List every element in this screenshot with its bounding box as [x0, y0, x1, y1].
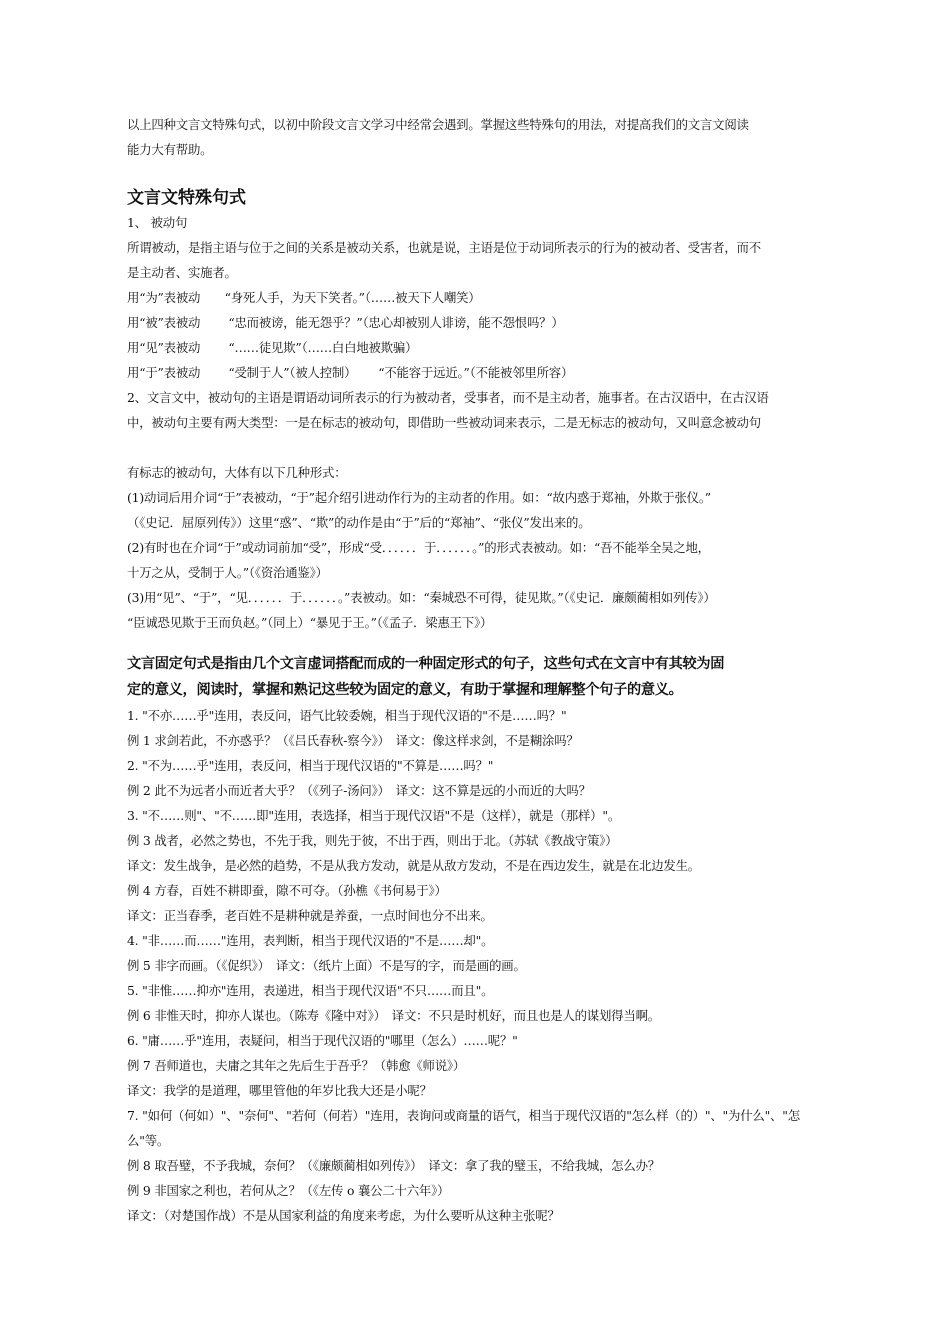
example-line: 用“为”表被动 “身死人手，为天下笑者。”（……被天下人嘲笑） — [127, 290, 481, 305]
bold-intro-line: 定的意义，阅读时，掌握和熟记这些较为固定的意义，有助于掌握和理解整个句子的意义。 — [127, 682, 683, 698]
pattern-line: 例 4 方春，百姓不耕即蚕，隙不可夺。（孙樵《书何易于》） — [127, 883, 447, 898]
pattern-line: 例 8 取吾璧，不予我城，奈何？（《廉颇蔺相如列传》） 译文：拿了我的璧玉，不给我城，怎么办？ — [127, 1158, 660, 1173]
example-line: 用“见”表被动 “……徒见欺”（……白白地被欺骗） — [127, 340, 418, 355]
pattern-line: 例 6 非惟天时，抑亦人谋也。（陈寿《隆中对》） 译文：不只是时机好，而且也是人的谋划得当啊。 — [127, 1008, 660, 1023]
pattern-line: 2. "不为……乎"连用，表反问，相当于现代汉语的"不算是……吗？" — [127, 758, 494, 773]
paragraph-line: 2、文言文中，被动句的主语是谓语动词所表示的行为被动者，受事者，而不是主动者，施事者。在古汉语中，在古汉语 — [127, 390, 769, 405]
pattern-line: 例 1 求剑若此，不亦惑乎？（《吕氏春秋-察今》） 译文：像这样求剑，不是糊涂吗？ — [127, 733, 579, 748]
pattern-line: 译文：（对楚国作战）不是从国家利益的角度来考虑，为什么要听从这种主张呢？ — [127, 1208, 560, 1223]
pattern-line: 4. "非……而……"连用，表判断，相当于现代汉语的"不是……却"。 — [127, 933, 494, 948]
pattern-line: 么"等。 — [127, 1133, 170, 1148]
definition-line: 是主动者、实施者。 — [127, 265, 237, 280]
form-line: “臣诚恐见欺于王而负赵。”（同上）“暴见于王。”（《孟子．梁惠王下》） — [127, 615, 493, 630]
pattern-line: 例 2 此不为远者小而近者大乎？（《列子-汤问》） 译文：这不算是远的小而近的大吗？ — [127, 783, 591, 798]
pattern-line: 译文：我学的是道理，哪里管他的年岁比我大还是小呢？ — [127, 1083, 432, 1098]
pattern-line: 例 3 战者，必然之势也，不先于我，则先于彼，不出于西，则出于北。（苏轼《教战守策》） — [127, 833, 618, 848]
intro-line: 以上四种文言文特殊句式，以初中阶段文言文学习中经常会遇到。掌握这些特殊句的用法，对提高我们的文言文阅读 — [127, 117, 749, 132]
form-line: (3)用“见”、“于”，“见．．．．．．于．．．．．．。”表被动。如：“秦城恐不可得，徒见欺。”（《史记．廉颇蔺相如列传》） — [127, 590, 716, 605]
pattern-line: 5. "非惟……抑亦"连用，表递进，相当于现代汉语"不只……而且"。 — [127, 983, 494, 998]
form-line: (2)有时也在介词“于”或动词前加“受”，形成“受．．．．．．于．．．．．．。”的形式表被动。如：“吾不能举全吴之地， — [127, 540, 710, 555]
pattern-line: 例 5 非字而画。（《促织》） 译文：（纸片上面）不是写的字，而是画的画。 — [127, 958, 526, 973]
example-line: 用“被”表被动 “忠而被谤，能无怨乎？”（忠心却被别人诽谤，能不怨恨吗？） — [127, 315, 564, 330]
intro-line: 能力大有帮助。 — [127, 142, 213, 157]
pattern-line: 3. "不……则"、"不……即"连用，表选择，相当于现代汉语"不是（这样），就是（那样）"。 — [127, 808, 621, 823]
example-line: 用“于”表被动 “受制于人”（被人控制） “不能容于远近。”（不能被邻里所容） — [127, 365, 574, 380]
pattern-line: 1. "不亦……乎"连用，表反问，语气比较委婉，相当于现代汉语的"不是……吗？" — [127, 708, 567, 723]
pattern-line: 6. "庸……乎"连用，表疑问，相当于现代汉语的"哪里（怎么）……呢？" — [127, 1033, 518, 1048]
definition-line: 所谓被动，是指主语与位于之间的关系是被动关系，也就是说，主语是位于动词所表示的行为的被动者、受害者，而不 — [127, 240, 761, 255]
pattern-line: 例 9 非国家之利也，若何从之？（《左传 o 襄公二十六年》） — [127, 1183, 450, 1198]
form-line: (1)动词后用介词“于”表被动，“于”起介绍引进动作行为的主动者的作用。如：“故内惑于郑袖，外欺于张仪。” — [127, 490, 711, 505]
section-title: 文言文特殊句式 — [127, 188, 246, 208]
document-page — [127, 112, 852, 1228]
pattern-line: 7. "如何（何如）"、"奈何"、"若何（何若）"连用，表询问或商量的语气，相当于现代汉语的"怎么样（的）"、"为什么"、"怎 — [127, 1108, 800, 1123]
paragraph-line: 中，被动句主要有两大类型：一是在标志的被动句，即借助一些被动词来表示，二是无标志的被动句，又叫意念被动句 — [127, 415, 761, 430]
pattern-line: 译文：发生战争，是必然的趋势，不是从我方发动，就是从敌方发动，不是在西边发生，就是在北边发生。 — [127, 858, 700, 873]
form-line: （《史记．屈原列传》）这里“惑”、“欺”的动作是由“于”后的“郑袖”、“张仪”发出来的。 — [127, 515, 591, 530]
section-subtitle: 1、 被动句 — [127, 215, 188, 230]
pattern-line: 例 7 吾师道也，夫庸之其年之先后生于吾乎？（韩愈《师说》） — [127, 1058, 466, 1073]
pattern-line: 译文：正当春季，老百姓不是耕种就是养蚕，一点时间也分不出来。 — [127, 908, 493, 923]
bold-intro-line: 文言固定句式是指由几个文言虚词搭配而成的一种固定形式的句子，这些句式在文言中有其较为固 — [127, 656, 725, 672]
form-line: 十万之从，受制于人。”（《资治通鉴》） — [127, 565, 328, 580]
forms-intro: 有标志的被动句，大体有以下几种形式： — [127, 465, 347, 480]
